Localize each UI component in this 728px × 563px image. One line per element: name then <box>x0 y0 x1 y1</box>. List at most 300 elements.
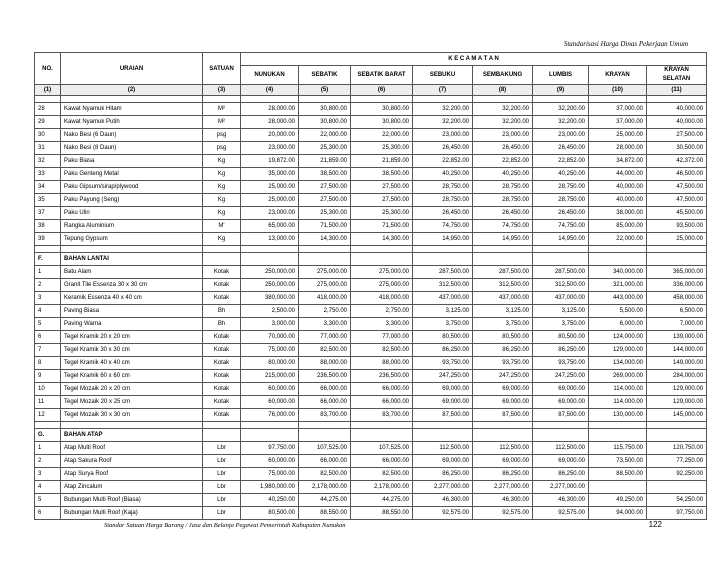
price-cell: 92,575.00 <box>413 507 473 520</box>
price-cell: 236,500.00 <box>351 370 413 383</box>
row-satuan: Kotak <box>203 396 241 409</box>
empty-cell <box>533 253 589 266</box>
price-cell: 46,500.00 <box>647 168 707 181</box>
price-cell: 66,000.00 <box>299 455 351 468</box>
price-cell: 236,500.00 <box>299 370 351 383</box>
price-cell: 42,372.00 <box>647 155 707 168</box>
row-satuan: Lbr <box>203 494 241 507</box>
row-no: 34 <box>35 181 61 194</box>
col-krayan-header: KRAYAN <box>589 66 647 85</box>
row-satuan: Bh <box>203 318 241 331</box>
price-cell: 250,000.00 <box>241 266 299 279</box>
price-cell: 69,000.00 <box>533 455 589 468</box>
row-no: 11 <box>35 396 61 409</box>
empty-cell <box>473 253 533 266</box>
price-cell: 71,500.00 <box>299 220 351 233</box>
spacer-cell <box>351 246 413 253</box>
price-cell: 66,000.00 <box>351 383 413 396</box>
row-satuan: Kotak <box>203 357 241 370</box>
price-cell: 40,000.00 <box>647 116 707 129</box>
table-row <box>35 279 707 292</box>
price-cell: 45,500.00 <box>647 207 707 220</box>
price-cell: 28,750.00 <box>473 194 533 207</box>
header-row-top <box>35 53 707 66</box>
price-cell: 86,250.00 <box>473 468 533 481</box>
price-cell: 28,750.00 <box>473 181 533 194</box>
table-row <box>35 357 707 370</box>
col-index: (2) <box>61 85 203 96</box>
price-cell: 28,750.00 <box>533 194 589 207</box>
price-cell: 74,750.00 <box>413 220 473 233</box>
price-cell: 83,700.00 <box>351 409 413 422</box>
row-uraian: Batu Alam <box>61 266 203 279</box>
price-cell: 75,000.00 <box>241 344 299 357</box>
price-cell: 437,000.00 <box>413 292 473 305</box>
price-cell: 47,500.00 <box>647 194 707 207</box>
price-cell: 275,000.00 <box>351 266 413 279</box>
price-cell: 69,000.00 <box>413 455 473 468</box>
table-row <box>35 116 707 129</box>
table-row <box>35 370 707 383</box>
row-uraian: Tegel Mozaik 20 x 20 cm <box>61 383 203 396</box>
section-no: G. <box>35 429 61 442</box>
price-cell: 26,450.00 <box>533 142 589 155</box>
price-cell: 26,450.00 <box>473 142 533 155</box>
row-satuan: Lbr <box>203 481 241 494</box>
spacer-row <box>35 246 707 253</box>
price-cell: 25,300.00 <box>299 142 351 155</box>
spacer-cell <box>203 246 241 253</box>
price-cell: 14,300.00 <box>351 233 413 246</box>
col-satuan-header: SATUAN <box>203 53 241 85</box>
section-title: BAHAN ATAP <box>61 429 203 442</box>
table-row <box>35 481 707 494</box>
price-cell: 112,500.00 <box>413 442 473 455</box>
price-cell: 92,575.00 <box>473 507 533 520</box>
price-cell: 28,750.00 <box>533 181 589 194</box>
row-uraian: Paku Gipsum/sirap/plywood <box>61 181 203 194</box>
section-title: BAHAN LANTAI <box>61 253 203 266</box>
price-cell: 3,125.00 <box>473 305 533 318</box>
col-index: (4) <box>241 85 299 96</box>
price-cell: 6,500.00 <box>647 305 707 318</box>
col-no-header: NO. <box>35 53 61 85</box>
price-cell: 66,000.00 <box>351 455 413 468</box>
section-row <box>35 253 707 266</box>
col-sebatik-barat-header: SEBATIK BARAT <box>351 66 413 85</box>
price-cell: 94,000.00 <box>589 507 647 520</box>
table-row <box>35 331 707 344</box>
price-cell: 114,000.00 <box>589 396 647 409</box>
col-sembakung-header: SEMBAKUNG <box>473 66 533 85</box>
spacer-cell <box>241 246 299 253</box>
row-uraian: Keramik Essenza 40 x 40 cm <box>61 292 203 305</box>
price-cell: 380,000.00 <box>241 292 299 305</box>
col-index: (5) <box>299 85 351 96</box>
row-uraian: Atap Zincalum <box>61 481 203 494</box>
row-uraian: Tegel Kramik 30 x 30 cm <box>61 344 203 357</box>
price-cell: 44,275.00 <box>299 494 351 507</box>
price-cell: 30,800.00 <box>299 116 351 129</box>
spacer-cell <box>533 422 589 429</box>
price-cell: 60,000.00 <box>241 455 299 468</box>
row-no: 3 <box>35 292 61 305</box>
empty-cell <box>473 429 533 442</box>
price-cell: 321,000.00 <box>589 279 647 292</box>
price-cell: 46,300.00 <box>533 494 589 507</box>
col-lumbis-header: LUMBIS <box>533 66 589 85</box>
row-satuan: Kotak <box>203 266 241 279</box>
price-cell: 93,500.00 <box>647 220 707 233</box>
price-cell: 28,000.00 <box>241 103 299 116</box>
row-uraian: Rangka Aluminium <box>61 220 203 233</box>
row-no: 6 <box>35 331 61 344</box>
spacer-cell <box>647 422 707 429</box>
col-index: (1) <box>35 85 61 96</box>
price-cell: 37,000.00 <box>589 103 647 116</box>
price-cell: 30,800.00 <box>351 116 413 129</box>
price-cell: 70,000.00 <box>241 331 299 344</box>
col-nunukan-header: NUNUKAN <box>241 66 299 85</box>
row-no: 7 <box>35 344 61 357</box>
price-cell: 22,000.00 <box>351 129 413 142</box>
price-cell: 60,000.00 <box>241 383 299 396</box>
price-cell: 2,178,000.00 <box>351 481 413 494</box>
price-cell: 93,750.00 <box>473 357 533 370</box>
price-cell: 82,500.00 <box>351 344 413 357</box>
price-cell: 86,250.00 <box>473 344 533 357</box>
price-cell: 66,000.00 <box>299 383 351 396</box>
price-cell: 25,000.00 <box>647 233 707 246</box>
price-cell: 247,250.00 <box>473 370 533 383</box>
price-cell: 87,500.00 <box>413 409 473 422</box>
price-cell: 27,500.00 <box>299 181 351 194</box>
row-no: 5 <box>35 318 61 331</box>
row-uraian: Tegel Kramik 60 x 60 cm <box>61 370 203 383</box>
price-cell: 107,525.00 <box>299 442 351 455</box>
price-cell: 83,700.00 <box>299 409 351 422</box>
row-satuan: Kg <box>203 168 241 181</box>
price-cell: 215,000.00 <box>241 370 299 383</box>
price-cell: 80,500.00 <box>473 331 533 344</box>
price-cell: 30,800.00 <box>351 103 413 116</box>
price-cell: 28,750.00 <box>413 194 473 207</box>
price-cell: 27,500.00 <box>299 194 351 207</box>
price-cell: 86,250.00 <box>533 468 589 481</box>
row-no: 37 <box>35 207 61 220</box>
price-cell: 69,000.00 <box>533 396 589 409</box>
row-satuan: Kotak <box>203 279 241 292</box>
price-cell: 80,500.00 <box>241 507 299 520</box>
spacer-cell <box>241 96 299 103</box>
row-satuan: psg <box>203 129 241 142</box>
price-cell: 28,000.00 <box>241 116 299 129</box>
price-cell: 77,000.00 <box>351 331 413 344</box>
section-no: F. <box>35 253 61 266</box>
row-no: 28 <box>35 103 61 116</box>
spacer-cell <box>203 96 241 103</box>
price-cell: 38,500.00 <box>351 168 413 181</box>
row-satuan: Kotak <box>203 409 241 422</box>
row-satuan: M² <box>203 103 241 116</box>
row-no: 1 <box>35 266 61 279</box>
price-cell: 23,000.00 <box>533 129 589 142</box>
price-cell: 69,000.00 <box>473 396 533 409</box>
row-no: 3 <box>35 468 61 481</box>
row-uraian: Bubungan Multi Roof (Biasa) <box>61 494 203 507</box>
spacer-cell <box>647 246 707 253</box>
row-no: 2 <box>35 279 61 292</box>
price-cell: 66,000.00 <box>299 396 351 409</box>
row-satuan: Kotak <box>203 344 241 357</box>
price-cell: 458,000.00 <box>647 292 707 305</box>
row-no: 6 <box>35 507 61 520</box>
price-cell: 25,300.00 <box>351 142 413 155</box>
price-cell: 40,250.00 <box>241 494 299 507</box>
row-uraian: Tegel Kramik 20 x 20 cm <box>61 331 203 344</box>
price-cell: 93,750.00 <box>413 357 473 370</box>
price-cell: 130,000.00 <box>589 409 647 422</box>
price-cell: 2,750.00 <box>351 305 413 318</box>
price-cell: 65,000.00 <box>241 220 299 233</box>
price-cell: 74,750.00 <box>533 220 589 233</box>
price-cell: 28,000.00 <box>589 142 647 155</box>
row-satuan: Kg <box>203 181 241 194</box>
spacer-cell <box>35 422 61 429</box>
table-row <box>35 396 707 409</box>
spacer-cell <box>533 246 589 253</box>
price-cell: 22,852.00 <box>413 155 473 168</box>
price-cell: 25,000.00 <box>241 181 299 194</box>
price-cell: 7,000.00 <box>647 318 707 331</box>
row-uraian: Paving Biasa <box>61 305 203 318</box>
price-cell: 22,000.00 <box>589 233 647 246</box>
price-cell: 2,277,000.00 <box>413 481 473 494</box>
spacer-cell <box>473 246 533 253</box>
col-index: (7) <box>413 85 473 96</box>
table-row <box>35 507 707 520</box>
empty-cell <box>413 253 473 266</box>
price-cell: 93,750.00 <box>533 357 589 370</box>
row-uraian: Paku Biasa <box>61 155 203 168</box>
row-no: 32 <box>35 155 61 168</box>
kecamatan-header: K E C A M A T A N <box>241 53 707 66</box>
price-cell: 14,950.00 <box>533 233 589 246</box>
spacer-cell <box>589 246 647 253</box>
price-cell: 3,750.00 <box>533 318 589 331</box>
empty-cell <box>203 429 241 442</box>
table-row <box>35 103 707 116</box>
price-cell: 287,500.00 <box>473 266 533 279</box>
row-no: 30 <box>35 129 61 142</box>
table-row <box>35 168 707 181</box>
price-cell: 25,300.00 <box>299 207 351 220</box>
price-cell: 26,450.00 <box>413 207 473 220</box>
row-uraian: Paving Warna <box>61 318 203 331</box>
row-no: 39 <box>35 233 61 246</box>
price-cell: 437,000.00 <box>473 292 533 305</box>
price-cell: 2,277,000.00 <box>473 481 533 494</box>
price-cell: 25,000.00 <box>241 194 299 207</box>
row-satuan: Kg <box>203 233 241 246</box>
empty-cell <box>203 253 241 266</box>
price-cell: 2,500.00 <box>241 305 299 318</box>
spacer-cell <box>35 246 61 253</box>
price-cell: 88,000.00 <box>351 357 413 370</box>
price-cell: 35,000.00 <box>241 168 299 181</box>
spacer-cell <box>61 96 203 103</box>
empty-cell <box>647 253 707 266</box>
price-cell: 144,000.00 <box>647 344 707 357</box>
table-row <box>35 292 707 305</box>
price-cell: 14,950.00 <box>413 233 473 246</box>
price-cell: 66,000.00 <box>351 396 413 409</box>
row-no: 5 <box>35 494 61 507</box>
header-row-index <box>35 85 707 96</box>
table-row <box>35 409 707 422</box>
price-cell: 2,750.00 <box>299 305 351 318</box>
price-cell: 22,852.00 <box>473 155 533 168</box>
empty-cell <box>533 429 589 442</box>
row-no: 12 <box>35 409 61 422</box>
price-cell: 40,250.00 <box>413 168 473 181</box>
price-cell: 26,450.00 <box>413 142 473 155</box>
price-cell: 23,000.00 <box>473 129 533 142</box>
price-cell: 74,750.00 <box>473 220 533 233</box>
price-cell: 145,000.00 <box>647 409 707 422</box>
col-sebatik-header: SEBATIK <box>299 66 351 85</box>
price-cell: 3,000.00 <box>241 318 299 331</box>
price-cell: 54,250.00 <box>647 494 707 507</box>
spacer-cell <box>299 96 351 103</box>
spacer-cell <box>589 422 647 429</box>
price-cell: 275,000.00 <box>299 266 351 279</box>
price-cell: 88,550.00 <box>351 507 413 520</box>
spacer-cell <box>473 422 533 429</box>
spacer-row <box>35 422 707 429</box>
row-uraian: Atap Multi Roof <box>61 442 203 455</box>
price-cell: 32,200.00 <box>413 103 473 116</box>
row-uraian: Nako Besi (8 Daun) <box>61 142 203 155</box>
price-cell: 287,500.00 <box>413 266 473 279</box>
price-cell: 86,250.00 <box>413 468 473 481</box>
row-no: 2 <box>35 455 61 468</box>
price-cell: 22,852.00 <box>533 155 589 168</box>
row-satuan: M² <box>203 116 241 129</box>
page-number: 122 <box>648 520 662 529</box>
price-cell: 38,000.00 <box>589 207 647 220</box>
price-cell: 129,000.00 <box>647 396 707 409</box>
col-krayan-selatan-header: KRAYAN SELATAN <box>647 66 707 85</box>
row-uraian: Tepung Gypsum <box>61 233 203 246</box>
price-cell: 437,000.00 <box>533 292 589 305</box>
price-cell: 69,000.00 <box>413 383 473 396</box>
row-satuan: Lbr <box>203 455 241 468</box>
price-cell: 269,000.00 <box>589 370 647 383</box>
row-satuan: Kg <box>203 207 241 220</box>
table-row <box>35 207 707 220</box>
price-cell <box>589 481 647 494</box>
price-cell: 3,125.00 <box>533 305 589 318</box>
row-satuan: Lbr <box>203 507 241 520</box>
row-satuan: Kotak <box>203 370 241 383</box>
price-cell: 40,250.00 <box>533 168 589 181</box>
price-cell: 92,575.00 <box>533 507 589 520</box>
price-cell: 1,980,000.00 <box>241 481 299 494</box>
row-uraian: Paku Genteng Metal <box>61 168 203 181</box>
price-cell: 23,000.00 <box>241 207 299 220</box>
price-cell: 134,000.00 <box>589 357 647 370</box>
col-index: (11) <box>647 85 707 96</box>
price-cell: 87,500.00 <box>473 409 533 422</box>
row-uraian: Paku Ulin <box>61 207 203 220</box>
table-body <box>35 96 707 520</box>
empty-cell <box>241 429 299 442</box>
price-cell: 49,250.00 <box>589 494 647 507</box>
price-cell: 275,000.00 <box>351 279 413 292</box>
table-row <box>35 442 707 455</box>
price-cell: 69,000.00 <box>533 383 589 396</box>
header-note: Standarisasi Harga Dinas Pekerjaan Umum <box>563 40 688 48</box>
row-satuan: Lbr <box>203 468 241 481</box>
spacer-cell <box>299 422 351 429</box>
price-cell: 120,750.00 <box>647 442 707 455</box>
row-no: 31 <box>35 142 61 155</box>
price-cell: 336,000.00 <box>647 279 707 292</box>
price-cell: 34,872.00 <box>589 155 647 168</box>
row-uraian: Tegel Mozaik 20 x 25 cm <box>61 396 203 409</box>
price-cell: 47,500.00 <box>647 181 707 194</box>
table-row <box>35 455 707 468</box>
price-cell: 87,500.00 <box>533 409 589 422</box>
row-no: 29 <box>35 116 61 129</box>
price-cell: 44,000.00 <box>589 168 647 181</box>
row-uraian: Bubungan Multi Roof (Kaja) <box>61 507 203 520</box>
price-cell: 40,000.00 <box>647 103 707 116</box>
spacer-cell <box>533 96 589 103</box>
price-cell: 73,500.00 <box>589 455 647 468</box>
price-cell: 92,250.00 <box>647 468 707 481</box>
price-cell: 85,000.00 <box>589 220 647 233</box>
price-cell: 86,250.00 <box>413 344 473 357</box>
table-row <box>35 129 707 142</box>
price-cell: 418,000.00 <box>299 292 351 305</box>
price-cell: 129,000.00 <box>647 383 707 396</box>
price-cell: 112,500.00 <box>533 442 589 455</box>
price-cell: 19,872.00 <box>241 155 299 168</box>
price-cell: 40,000.00 <box>589 194 647 207</box>
table-row <box>35 468 707 481</box>
price-table-wrapper <box>34 52 706 520</box>
price-cell: 27,500.00 <box>647 129 707 142</box>
row-uraian: Kawat Nyamuk Putih <box>61 116 203 129</box>
spacer-cell <box>351 96 413 103</box>
price-cell: 46,300.00 <box>413 494 473 507</box>
price-cell: 287,500.00 <box>533 266 589 279</box>
spacer-cell <box>203 422 241 429</box>
price-cell: 312,500.00 <box>413 279 473 292</box>
price-cell: 69,000.00 <box>413 396 473 409</box>
row-uraian: Paku Payung (Seng) <box>61 194 203 207</box>
price-cell: 312,500.00 <box>533 279 589 292</box>
price-cell: 3,300.00 <box>299 318 351 331</box>
table-row <box>35 266 707 279</box>
price-cell: 3,750.00 <box>473 318 533 331</box>
price-cell: 3,300.00 <box>351 318 413 331</box>
price-cell: 26,450.00 <box>473 207 533 220</box>
price-cell: 129,000.00 <box>589 344 647 357</box>
spacer-cell <box>589 96 647 103</box>
